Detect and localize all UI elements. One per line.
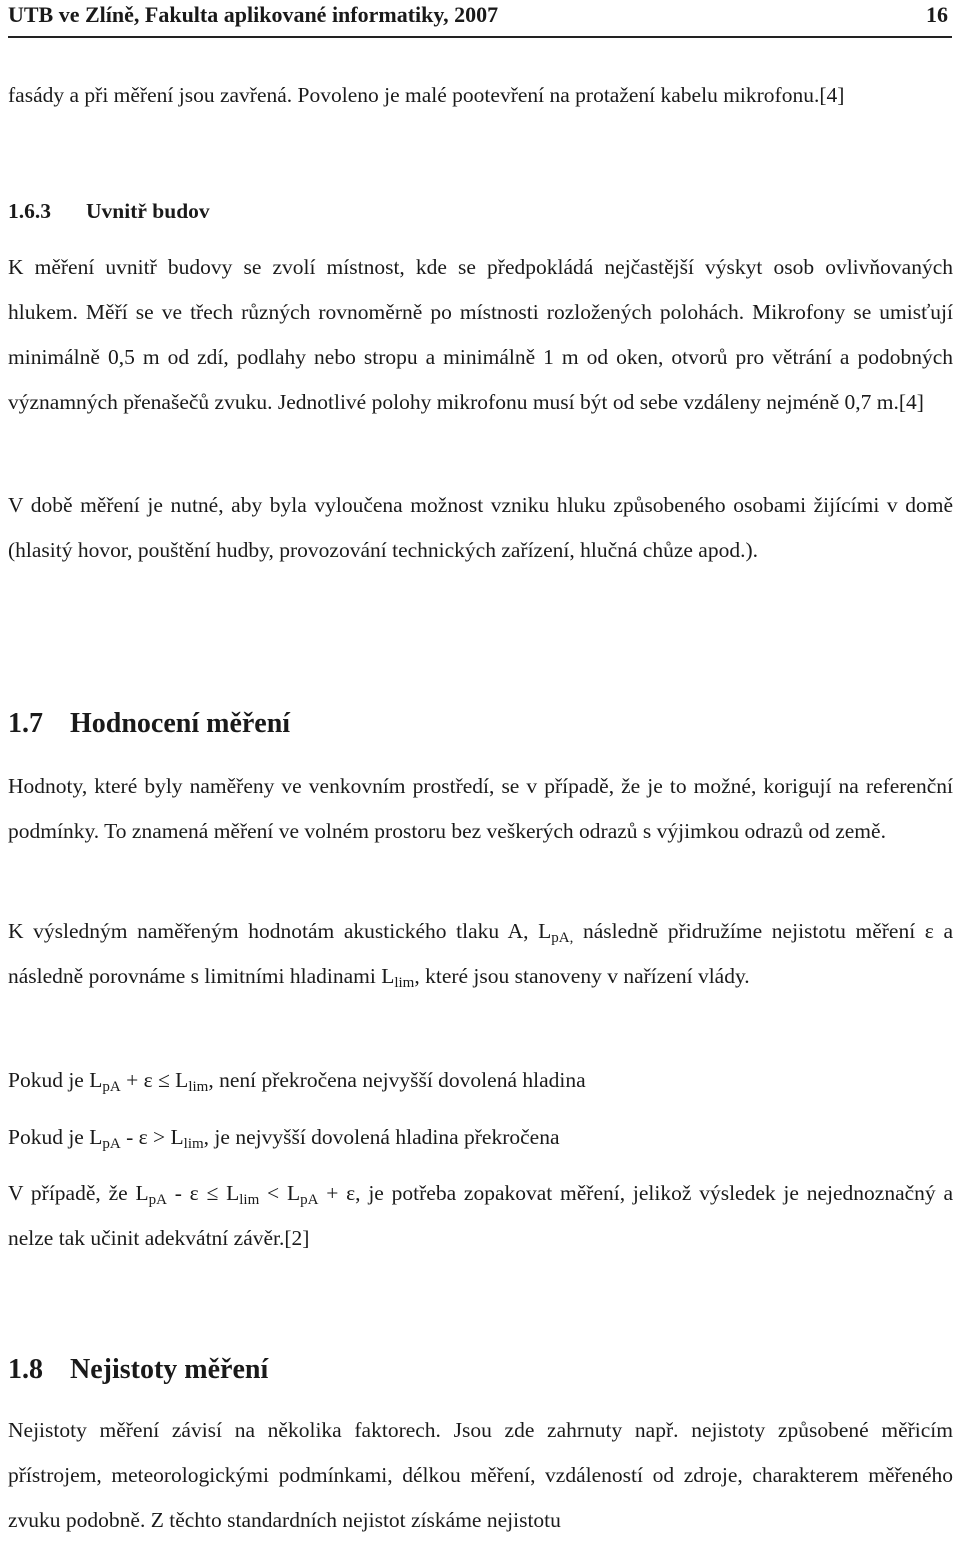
condition-not-exceeded: Pokud je $L_{pA} + \varepsilon \le L_{lim}$, není překročena nejvyšší dovolená hladina xyxy=(8,1068,586,1095)
subsection-number: 1.6.3 xyxy=(8,199,51,223)
subsection-title: Uvnitř budov xyxy=(86,199,210,223)
section-title: Hodnocení měření xyxy=(70,708,291,739)
paragraph-noise-exclusion: V době měření je nutné, aby byla vyloučena možnost vzniku hluku způsobeného osobami žijícími v domě (hlasitý hovor, pouštění hudby, provozování technických zařízení, hlučná chůze apod.). xyxy=(8,493,953,562)
header-title: UTB ve Zlíně, Fakulta aplikované informatiky, 2007 xyxy=(8,2,499,27)
page-number: 16 xyxy=(926,2,948,27)
paragraph-uncertainty-assignment: K výsledným naměřeným hodnotám akustického tlaku A, $L_{pA,}$ následně přidružíme nejistotu měření ε a následně porovnáme s limitními hladinami $L_{lim}$, které jsou stanoveny v nařízení vlády. xyxy=(8,919,953,991)
paragraph-uncertainty-factors: Nejistoty měření závisí na několika faktorech. Jsou zde zahrnuty např. nejistoty způsobené měřicím přístrojem, meteorologickými podmínkami, délkou měření, vzdáleností od zdroje, charakterem měřeného zvuku podobně. Z těchto standardních nejistot získáme nejistotu xyxy=(8,1418,953,1532)
paragraph-reference-conditions: Hodnoty, které byly naměřeny ve venkovním prostředí, se v případě, že je to možné, korigují na referenční podmínky. To znamená měření ve volném prostoru bez veškerých odrazů s výjimkou odrazů od země. xyxy=(8,774,953,843)
less-or-equal-sign: ≤ xyxy=(206,1181,219,1205)
condition-exceeded: Pokud je $L_{pA} - \varepsilon > L_{lim}$, je nejvyšší dovolená hladina překročena xyxy=(8,1125,560,1152)
subsection-heading-1-6-3 xyxy=(8,196,210,226)
section-heading-1-7 xyxy=(8,706,290,742)
paragraph-ambiguous-result: V případě, že $L_{pA} - \varepsilon \le L_{lim} < L_{pA} + \varepsilon$, je potřeba zopakovat měření, jelikož výsledek je nejednoznačný a nelze tak učinit adekvátní závěr.[2] xyxy=(8,1181,953,1250)
less-or-equal-sign: ≤ xyxy=(157,1068,170,1092)
paragraph-facade: fasády a při měření jsou zavřená. Povoleno je malé pootevření na protažení kabelu mikrofonu.[4] xyxy=(8,83,845,107)
running-header xyxy=(8,0,952,38)
section-title: Nejistoty měření xyxy=(70,1354,269,1385)
paragraph-indoor-measurement: K měření uvnitř budovy se zvolí místnost, kde se předpokládá nejčastější výskyt osob ovlivňovaných hlukem. Měří se ve třech různých rovnoměrně po místnosti rozložených polohách. Mikrofony se umisťují minimálně 0,5 m od zdí, podlahy nebo stropu a minimálně 1 m od oken, otvorů pro větrání a podobných významných přenašečů zvuku. Jednotlivé polohy mikrofonu musí být od sebe vzdáleny nejméně 0,7 m.[4] xyxy=(8,255,953,414)
section-heading-1-8 xyxy=(8,1352,268,1388)
section-number: 1.7 xyxy=(8,708,43,739)
section-number: 1.8 xyxy=(8,1354,43,1385)
